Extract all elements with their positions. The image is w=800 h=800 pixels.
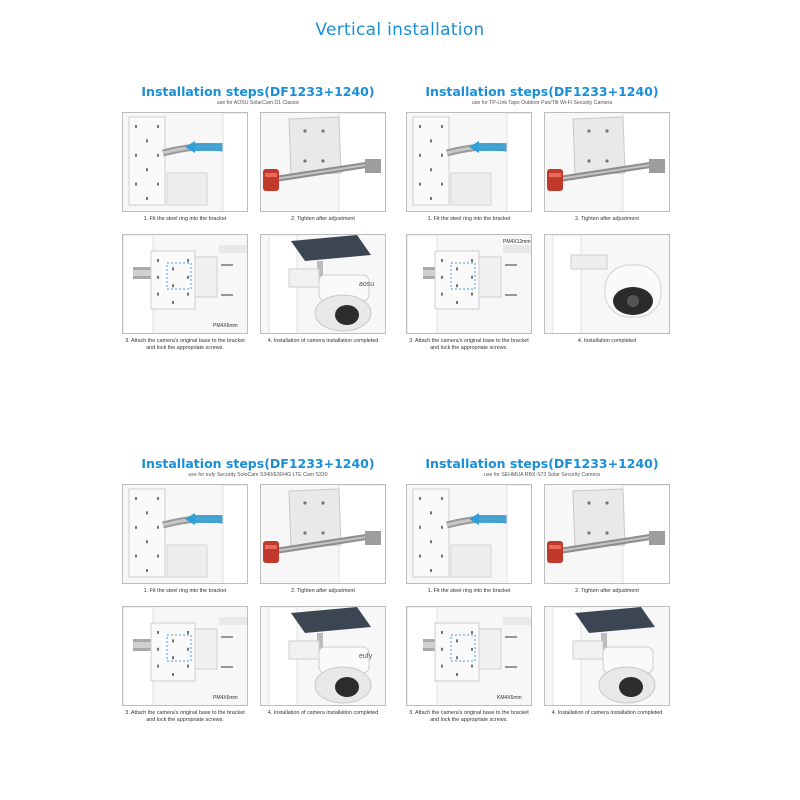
panel-subtitle: use for eufy Security SoloCam S340/E30/4G LTE Cam S330 bbox=[188, 472, 328, 478]
screw-size-label: PM4X6mm bbox=[213, 695, 238, 701]
screw-size-label: PM4X12mm bbox=[503, 239, 531, 245]
installation-panel bbox=[108, 84, 408, 354]
panel-title: Installation steps(DF1233+1240) bbox=[425, 84, 659, 99]
panel-subtitle: use for AOSU SolarCam D1 Classic bbox=[216, 100, 300, 106]
step-photo bbox=[544, 112, 670, 212]
step-4 bbox=[544, 606, 670, 717]
step-caption: 2. Tighten after adjustment bbox=[575, 216, 639, 222]
step-photo bbox=[406, 234, 532, 334]
screw-size-label: KM4X6mm bbox=[497, 695, 522, 701]
step-3 bbox=[122, 234, 248, 352]
panel-subtitle: use for TP-Link Tapo Outdoor Pan/Tilt Wi-Fi Security Camera bbox=[471, 100, 613, 106]
step-photo bbox=[260, 484, 386, 584]
step-4 bbox=[544, 234, 670, 345]
step-caption: 2. Tighten after adjustment bbox=[575, 588, 639, 594]
step-caption: 3. Attach the camera's original base to the bracket and lock the appropriate screws. bbox=[409, 710, 529, 723]
step-caption: 1. Fit the steel ring into the bracket bbox=[427, 216, 511, 222]
step-caption: 4. Installation of camera installation completed bbox=[267, 338, 379, 344]
camera-brand-logo: eufy bbox=[359, 653, 373, 660]
step-caption: 4. Installation of camera installation completed bbox=[267, 710, 379, 716]
page-title: Vertical installation bbox=[315, 20, 485, 40]
step-1 bbox=[406, 484, 532, 595]
step-caption: 1. Fit the steel ring into the bracket bbox=[143, 216, 227, 222]
step-photo bbox=[406, 606, 532, 706]
step-caption: 2. Tighten after adjustment bbox=[291, 588, 355, 594]
step-caption: 3. Attach the camera's original base to the bracket and lock the appropriate screws. bbox=[409, 338, 529, 351]
camera-brand-logo: aosu bbox=[359, 281, 375, 288]
panel-subtitle: use for SEHMUA RBX-S73 Solar Security Camera bbox=[484, 472, 600, 478]
step-photo bbox=[122, 234, 248, 334]
installation-panel bbox=[392, 84, 692, 354]
step-photo bbox=[122, 606, 248, 706]
step-caption: 1. Fit the steel ring into the bracket bbox=[143, 588, 227, 594]
panel-title: Installation steps(DF1233+1240) bbox=[141, 84, 375, 99]
panel-title: Installation steps(DF1233+1240) bbox=[141, 456, 375, 471]
step-photo bbox=[122, 484, 248, 584]
step-caption: 3. Attach the camera's original base to the bracket and lock the appropriate screws. bbox=[125, 338, 245, 351]
step-photo bbox=[544, 606, 670, 706]
step-caption: 2. Tighten after adjustment bbox=[291, 216, 355, 222]
step-photo bbox=[544, 234, 670, 334]
installation-panel bbox=[108, 456, 408, 726]
screw-size-label: PM4X6mm bbox=[213, 323, 238, 329]
step-3 bbox=[406, 606, 532, 724]
panel-title: Installation steps(DF1233+1240) bbox=[425, 456, 659, 471]
step-photo bbox=[260, 606, 386, 706]
step-photo bbox=[406, 112, 532, 212]
step-2 bbox=[544, 484, 670, 595]
step-caption: 4. Installation of camera installation completed bbox=[551, 710, 663, 716]
step-2 bbox=[260, 484, 386, 595]
step-photo bbox=[260, 112, 386, 212]
installation-panel bbox=[392, 456, 692, 726]
step-1 bbox=[122, 112, 248, 223]
step-photo bbox=[122, 112, 248, 212]
step-photo bbox=[406, 484, 532, 584]
step-photo bbox=[260, 234, 386, 334]
step-1 bbox=[406, 112, 532, 223]
step-3 bbox=[122, 606, 248, 724]
step-photo bbox=[544, 484, 670, 584]
step-3 bbox=[406, 234, 532, 352]
step-2 bbox=[544, 112, 670, 223]
step-caption: 4. Installation completed bbox=[577, 338, 637, 344]
step-2 bbox=[260, 112, 386, 223]
step-4 bbox=[260, 234, 386, 345]
step-4 bbox=[260, 606, 386, 717]
step-caption: 1. Fit the steel ring into the bracket bbox=[427, 588, 511, 594]
step-1 bbox=[122, 484, 248, 595]
step-caption: 3. Attach the camera's original base to the bracket and lock the appropriate screws. bbox=[125, 710, 245, 723]
